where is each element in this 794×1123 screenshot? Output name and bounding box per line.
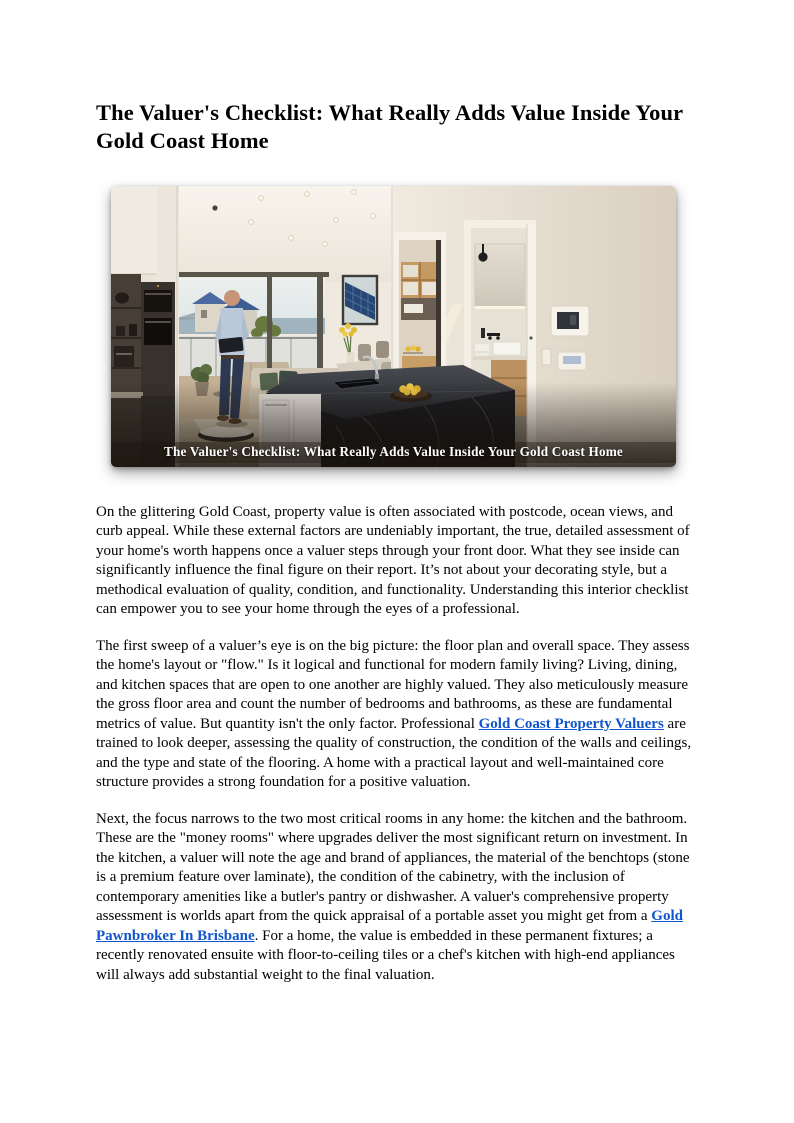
kettle-icon — [115, 292, 129, 303]
text-segment: are trained to look deeper, assessing the quality of construction, the condition of the walls and ceilings, and the type and state of the flooring. A home with a practical layout and well-maintained core structure provides a strong foundation for a positive valuation. — [96, 715, 692, 791]
article-body — [96, 503, 700, 986]
security-camera-icon — [212, 205, 217, 210]
hero-image-caption: The Valuer's Checklist: What Really Adds Value Inside Your Gold Coast Home — [111, 442, 676, 463]
solar-panel-window — [343, 276, 377, 324]
hero-image — [111, 186, 676, 467]
gold-coast-property-valuers-link[interactable]: Gold Coast Property Valuers — [478, 715, 664, 732]
vessel-basin — [493, 342, 521, 355]
door-handle-icon — [529, 336, 532, 339]
article-paragraph-1 — [96, 503, 700, 620]
article-paragraph-3 — [96, 810, 700, 986]
text-segment: . For a home, the value is embedded in these permanent fixtures; a recently renovated ensuite with floor-to-ceiling tiles or a chef's kitchen with high-end appliances will always add substantial weight to the final valuation. — [96, 927, 675, 983]
towels — [475, 344, 489, 351]
wall-taps — [487, 333, 500, 336]
mirror-glow — [475, 306, 525, 309]
text-segment: Next, the focus narrows to the two most critical rooms in any home: the kitchen and the bathroom. These are the "money rooms" where upgrades deliver the most significant return on investment. In the kitchen, a valuer will note the age and brand of appliances, the material of the benchtops (stone is a premium feature over laminate), the condition of the cabinetry, with the inclusion of contemporary amenities like a butler's pantry or dishwasher. A valuer's comprehensive property assessment is worlds apart from the quick appraisal of a portable asset you might get from a — [96, 810, 690, 925]
text-segment: On the glittering Gold Coast, property value is often associated with postcode, ocean views, and curb appeal. While these external factors are undeniably important, the true, detailed assessment of your home's worth happens once a valuer steps through your front door. What they see inside can significantly influence the final figure on their report. It’s not about your decorating style, but a methodical evaluation of quality, condition, and functionality. Understanding this interior checklist can empower you to see your home through the eyes of a professional. — [96, 503, 690, 618]
light-switch — [542, 349, 551, 365]
text-segment: The first sweep of a valuer’s eye is on the big picture: the floor plan and overall space. They assess the home's layout or "flow." Is it logical and functional for modern family living? Living, dining, and kitchen spaces that are open to one another are highly valued. They also meticulously measure the gross floor area and count the number of bedrooms and bathrooms, as these are fundamental metrics of value. But quantity isn't the only factor. Professional — [96, 637, 690, 732]
wall-control-panel — [551, 306, 589, 336]
head — [224, 290, 240, 306]
oven-column — [141, 282, 175, 396]
soap-bottle — [481, 328, 485, 338]
rain-shower-icon — [478, 252, 487, 261]
article-paragraph-2 — [96, 637, 700, 793]
valuer-tablet — [218, 337, 243, 353]
coffee-machine-icon — [114, 346, 134, 367]
hero-image-illustration — [111, 186, 676, 467]
intercom-panel — [558, 352, 586, 370]
article-title: The Valuer's Checklist: What Really Adds Value Inside Your Gold Coast Home — [96, 100, 683, 153]
gold-pawnbroker-in-brisbane-link[interactable]: Gold Pawnbroker In Brisbane — [96, 908, 683, 944]
open-shelves — [111, 274, 141, 396]
linen-stack — [404, 304, 423, 313]
